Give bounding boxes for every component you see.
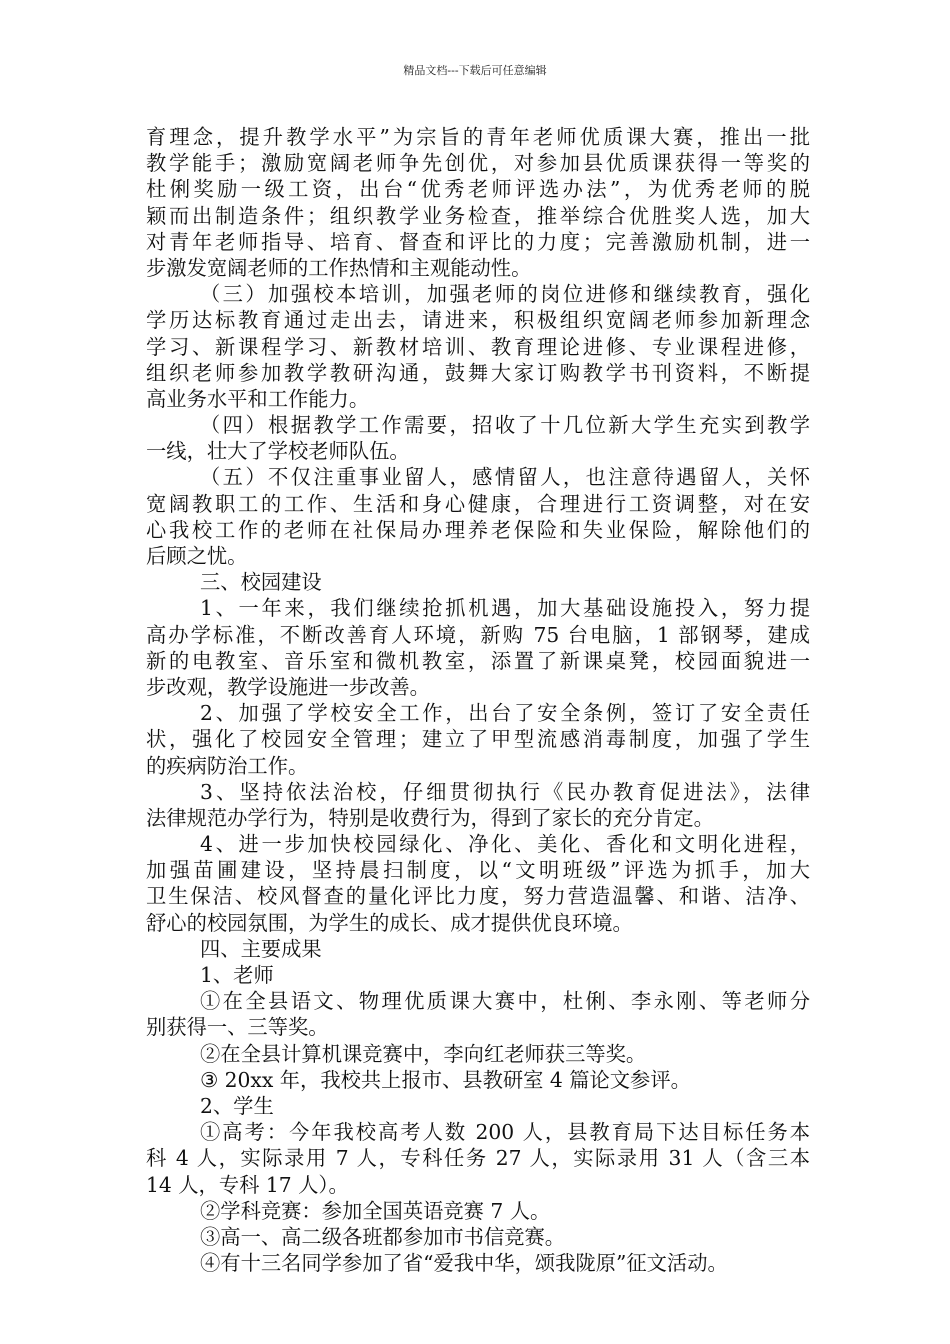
text-line: ④有十三名同学参加了省“爱我中华，颂我陇原”征文活动。 bbox=[200, 1251, 728, 1276]
text-line: 宽阔教职工的工作、生活和身心健康，合理进行工资调整，对在安 bbox=[146, 491, 810, 516]
text-line: 4、进一步加快校园绿化、净化、美化、香化和文明化进程， bbox=[200, 832, 810, 857]
text-line: 育理念，提升教学水平”为宗旨的青年老师优质课大赛，推出一批 bbox=[146, 125, 810, 149]
text-line: 一线，壮大了学校老师队伍。 bbox=[146, 439, 410, 464]
text-line: 步激发宽阔老师的工作热情和主观能动性。 bbox=[146, 255, 532, 280]
text-line: 新的电教室、音乐室和微机教室，添置了新课桌凳，校园面貌进一 bbox=[146, 648, 810, 673]
text-line: 2、学生 bbox=[200, 1093, 274, 1118]
text-line: 高业务水平和工作能力。 bbox=[146, 386, 370, 411]
text-line: 状，强化了校园安全管理；建立了甲型流感消毒制度，加强了学生 bbox=[146, 727, 810, 752]
text-line: 步改观，教学设施进一步改善。 bbox=[146, 674, 430, 699]
text-line: 法律规范办学行为，特别是收费行为，得到了家长的充分肯定。 bbox=[146, 805, 714, 830]
document-body bbox=[146, 124, 810, 1276]
text-line: 2、加强了学校安全工作，出台了安全条例，签订了安全责任 bbox=[200, 701, 810, 726]
text-line: （四）根据教学工作需要，招收了十几位新大学生充实到教学 bbox=[200, 413, 810, 438]
text-line: 后顾之忧。 bbox=[146, 544, 248, 568]
text-line: 卫生保洁、校风督查的量化评比力度，努力营造温馨、和谐、洁净、 bbox=[146, 884, 810, 909]
text-line: ②学科竞赛：参加全国英语竞赛 7 人。 bbox=[200, 1198, 551, 1223]
text-line: 三、校园建设 bbox=[200, 570, 322, 595]
text-line: 别获得一、三等奖。 bbox=[146, 1015, 329, 1040]
text-line: 3、坚持依法治校，仔细贯彻执行《民办教育促进法》，法律 bbox=[200, 779, 810, 804]
text-line: 的疾病防治工作。 bbox=[146, 753, 309, 778]
text-line: 学历达标教育通过走出去，请进来，积极组织宽阔老师参加新理念 bbox=[146, 308, 810, 333]
text-line: 杜俐奖励一级工资，出台“优秀老师评选办法”，为优秀老师的脱 bbox=[146, 177, 810, 202]
text-line: ①高考：今年我校高考人数 200 人，县教育局下达目标任务本 bbox=[200, 1120, 810, 1145]
text-line: 高办学标准，不断改善育人环境，新购 75 台电脑，1 部钢琴，建成 bbox=[146, 622, 810, 647]
text-line: （三）加强校本培训，加强老师的岗位进修和继续教育，强化 bbox=[200, 282, 810, 307]
text-line: 1、老师 bbox=[200, 963, 274, 987]
text-line: 四、主要成果 bbox=[200, 936, 322, 961]
text-line: 心我校工作的老师在社保局办理养老保险和失业保险，解除他们的 bbox=[146, 517, 810, 542]
text-line: 组织老师参加教学教研沟通，鼓舞大家订购教学书刊资料，不断提 bbox=[146, 360, 810, 385]
text-line: 对青年老师指导、培育、督查和评比的力度；完善激励机制，进一 bbox=[146, 229, 810, 254]
page-header: 精品文档---下载后可任意编辑 bbox=[403, 64, 547, 77]
text-line: ③ 20xx 年，我校共上报市、县教研室 4 篇论文参评。 bbox=[200, 1067, 691, 1092]
text-line: 加强苗圃建设，坚持晨扫制度，以“文明班级”评选为抓手，加大 bbox=[146, 858, 810, 883]
text-line: ②在全县计算机课竞赛中，李向红老师获三等奖。 bbox=[200, 1041, 647, 1066]
text-line: 舒心的校园氛围，为学生的成长、成才提供优良环境。 bbox=[146, 910, 633, 935]
text-line: 科 4 人，实际录用 7 人，专科任务 27 人，实际录用 31 人（含三本 bbox=[146, 1146, 810, 1171]
text-line: （五）不仅注重事业留人，感情留人，也注意待遇留人，关怀 bbox=[200, 465, 810, 490]
text-line: 颖而出制造条件；组织教学业务检查，推举综合优胜奖人选，加大 bbox=[146, 203, 810, 228]
text-line: 1、一年来，我们继续抢抓机遇，加大基础设施投入，努力提 bbox=[200, 596, 810, 621]
text-line: ③高一、高二级各班都参加市书信竞赛。 bbox=[200, 1224, 566, 1249]
text-line: 学习、新课程学习、新教材培训、教育理论进修、专业课程进修， bbox=[146, 334, 810, 359]
text-line: 教学能手；激励宽阔老师争先创优，对参加县优质课获得一等奖的 bbox=[146, 151, 810, 176]
text-line: 14 人，专科 17 人）。 bbox=[146, 1172, 349, 1197]
text-line: ①在全县语文、物理优质课大赛中，杜俐、李永刚、等老师分 bbox=[200, 989, 810, 1014]
